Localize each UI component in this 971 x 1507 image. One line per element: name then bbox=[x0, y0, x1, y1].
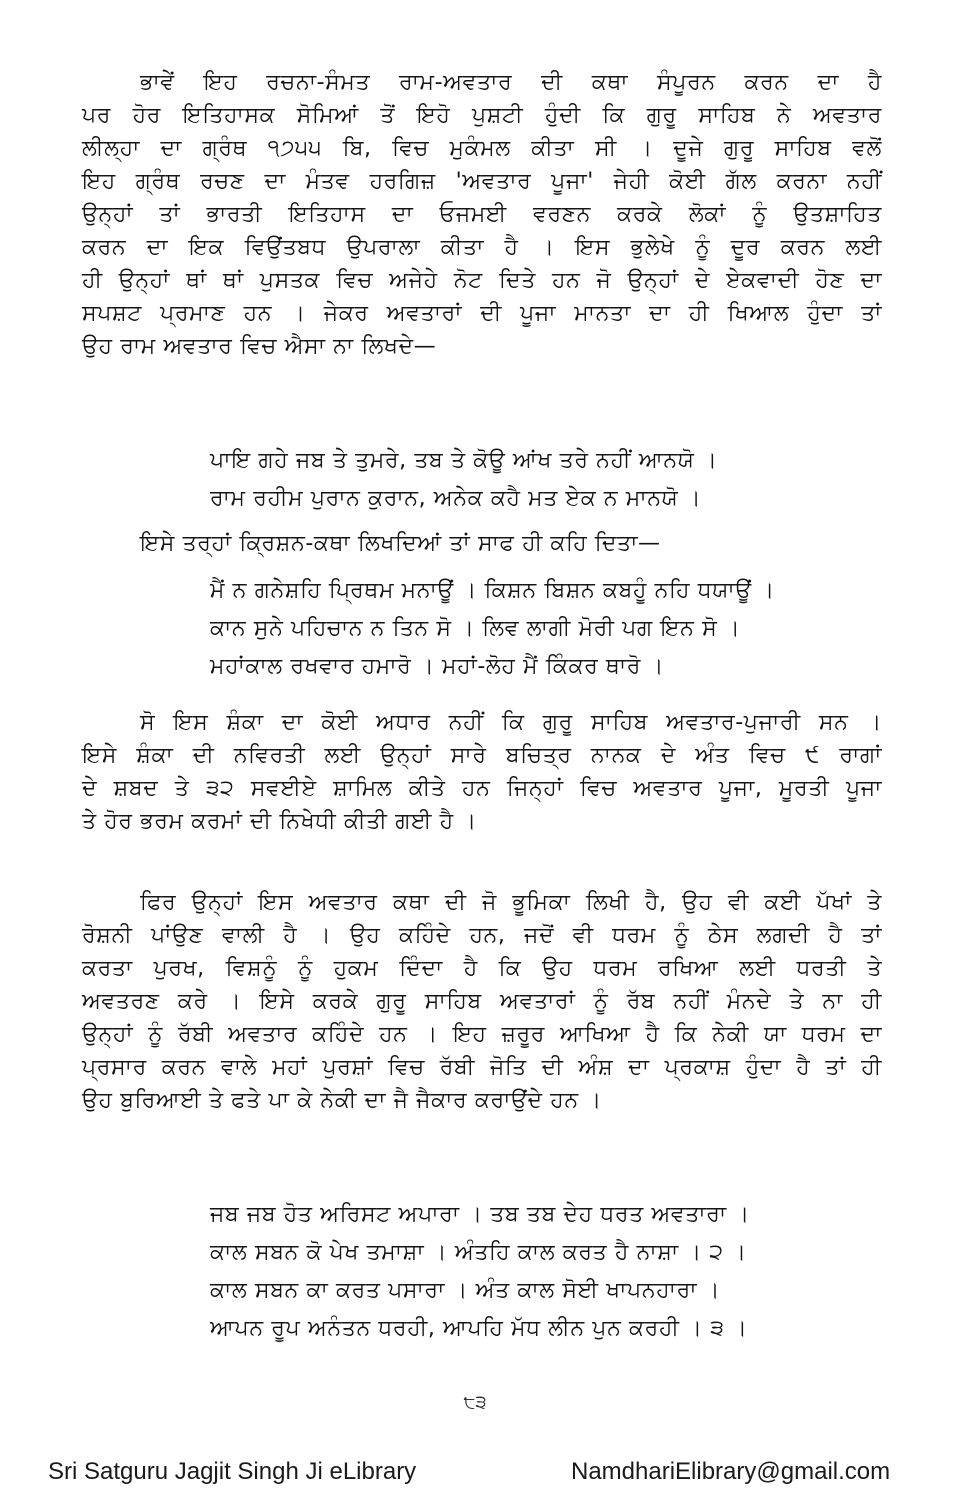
footer-email: NamdhariElibrary@gmail.com bbox=[571, 1458, 891, 1485]
paragraph-1 bbox=[82, 66, 882, 363]
paragraph-line: ਉਹ ਰਾਮ ਅਵਤਾਰ ਵਿਚ ਐਸਾ ਨਾ ਲਿਖਦੇ— bbox=[82, 334, 437, 359]
paragraph-line: ਪ੍ਰਸਾਰ ਕਰਨ ਵਾਲੇ ਮਹਾਂ ਪੁਰਸ਼ਾਂ ਵਿਚ ਰੱਬੀ ਜੋਤਿ ਦੀ ਅੰਸ਼ ਦਾ ਪ੍ਰਕਾਸ਼ ਹੁੰਦਾ ਹੈ ਤਾਂ ਹੀ bbox=[82, 1055, 882, 1080]
paragraph-line: ਉਨ੍ਹਾਂ ਨੂੰ ਰੱਬੀ ਅਵਤਾਰ ਕਹਿੰਦੇ ਹਨ । ਇਹ ਜ਼ਰੂਰ ਆਖਿਆ ਹੈ ਕਿ ਨੇਕੀ ਯਾ ਧਰਮ ਦਾ bbox=[82, 1022, 882, 1047]
paragraph-line: ਰੋਸ਼ਨੀ ਪਾਂਉਣ ਵਾਲੀ ਹੈ । ਉਹ ਕਹਿੰਦੇ ਹਨ, ਜਦੋਂ ਵੀ ਧਰਮ ਨੂੰ ਠੇਸ ਲਗਦੀ ਹੈ ਤਾਂ bbox=[82, 923, 882, 948]
verse-line: ਕਾਲ ਸਬਨ ਕਾ ਕਰਤ ਪਸਾਰਾ । ਅੰਤ ਕਾਲ ਸੋਈ ਖਾਪਨਹਾਰਾ । bbox=[210, 1278, 721, 1303]
verse-line: ਜਬ ਜਬ ਹੋਤ ਅਰਿਸਟ ਅਪਾਰਾ । ਤਬ ਤਬ ਦੇਹ ਧਰਤ ਅਵਤਾਰਾ । bbox=[210, 1202, 750, 1227]
paragraph-line: ਕਰਨ ਦਾ ਇਕ ਵਿਉਂਤਬਧ ਉਪਰਾਲਾ ਕੀਤਾ ਹੈ । ਇਸ ਭੁਲੇਖੇ ਨੂੰ ਦੂਰ ਕਰਨ ਲਈ bbox=[82, 235, 882, 260]
paragraph-2 bbox=[82, 706, 882, 838]
paragraph-line: ਉਹ ਬੁਰਿਆਈ ਤੇ ਫਤੇ ਪਾ ਕੇ ਨੇਕੀ ਦਾ ਜੈ ਜੈਕਾਰ ਕਰਾਉਂਦੇ ਹਨ । bbox=[82, 1088, 602, 1113]
verse-line: ਮੈਂ ਨ ਗਨੇਸ਼ਹਿ ਪ੍ਰਿਥਮ ਮਨਾਊਂ । ਕਿਸ਼ਨ ਬਿਸ਼ਨ ਕਬਹੂੰ ਨਹਿ ਧਯਾਊਂ । bbox=[210, 578, 775, 603]
paragraph-line: ਫਿਰ ਉਨ੍ਹਾਂ ਇਸ ਅਵਤਾਰ ਕਥਾ ਦੀ ਜੋ ਭੂਮਿਕਾ ਲਿਖੀ ਹੈ, ਉਹ ਵੀ ਕਈ ਪੱਖਾਂ ਤੇ bbox=[140, 890, 882, 915]
paragraph-line: ਅਵਤਰਣ ਕਰੇ । ਇਸੇ ਕਰਕੇ ਗੁਰੂ ਸਾਹਿਬ ਅਵਤਾਰਾਂ ਨੂੰ ਰੱਬ ਨਹੀਂ ਮੰਨਦੇ ਤੇ ਨਾ ਹੀ bbox=[82, 989, 882, 1014]
paragraph-line: ਤੇ ਹੋਰ ਭਰਮ ਕਰਮਾਂ ਦੀ ਨਿਖੇਧੀ ਕੀਤੀ ਗਈ ਹੈ । bbox=[82, 809, 477, 834]
verse-3 bbox=[210, 1196, 750, 1348]
verse-2-intro: ਇਸੇ ਤਰ੍ਹਾਂ ਕ੍ਰਿਸ਼ਨ-ਕਥਾ ਲਿਖਦਿਆਂ ਤਾਂ ਸਾਫ ਹੀ ਕਹਿ ਦਿਤਾ— bbox=[140, 531, 661, 556]
page-number: ੮੩ bbox=[463, 1392, 487, 1413]
verse-line: ਮਹਾਂਕਾਲ ਰਖਵਾਰ ਹਮਾਰੋ । ਮਹਾਂ-ਲੋਹ ਮੈਂ ਕਿੰਕਰ ਥਾਰੋ । bbox=[210, 654, 665, 679]
verse-line: ਆਪਨ ਰੂਪ ਅਨੰਤਨ ਧਰਹੀ, ਆਪਹਿ ਮੱਧ ਲੀਨ ਪੁਨ ਕਰਹੀ । ੩ । bbox=[210, 1316, 748, 1341]
paragraph-3 bbox=[82, 886, 882, 1117]
paragraph-line: ਭਾਵੇਂ ਇਹ ਰਚਨਾ-ਸੰਮਤ ਰਾਮ-ਅਵਤਾਰ ਦੀ ਕਥਾ ਸੰਪੂਰਨ ਕਰਨ ਦਾ ਹੈ bbox=[140, 70, 882, 95]
verse-line: ਕਾਲ ਸਬਨ ਕੋ ਪੇਖ ਤਮਾਸ਼ਾ । ਅੰਤਹਿ ਕਾਲ ਕਰਤ ਹੈ ਨਾਸ਼ਾ । ੨ । bbox=[210, 1240, 747, 1265]
paragraph-line: ਹੀ ਉਨ੍ਹਾਂ ਥਾਂ ਥਾਂ ਪੁਸਤਕ ਵਿਚ ਅਜੇਹੇ ਨੋਟ ਦਿਤੇ ਹਨ ਜੋ ਉਨ੍ਹਾਂ ਦੇ ਏਕਵਾਦੀ ਹੋਣ ਦਾ bbox=[82, 268, 882, 293]
paragraph-line: ਲੀਲ੍ਹਾ ਦਾ ਗ੍ਰੰਥ ੧੭੫੫ ਬਿ, ਵਿਚ ਮੁਕੰਮਲ ਕੀਤਾ ਸੀ । ਦੂਜੇ ਗੁਰੂ ਸਾਹਿਬ ਵਲੋਂ bbox=[82, 136, 882, 161]
paragraph-line: ਸੋ ਇਸ ਸ਼ੰਕਾ ਦਾ ਕੋਈ ਅਧਾਰ ਨਹੀਂ ਕਿ ਗੁਰੂ ਸਾਹਿਬ ਅਵਤਾਰ-ਪੁਜਾਰੀ ਸਨ । bbox=[140, 710, 882, 735]
verse-line: ਕਾਨ ਸੁਨੇ ਪਹਿਚਾਨ ਨ ਤਿਨ ਸੋ । ਲਿਵ ਲਾਗੀ ਮੋਰੀ ਪਗ ਇਨ ਸੋ । bbox=[210, 616, 741, 641]
footer-library-name: Sri Satguru Jagjit Singh Ji eLibrary bbox=[48, 1458, 417, 1485]
verse-2 bbox=[210, 572, 775, 686]
verse-1 bbox=[210, 442, 718, 518]
paragraph-line: ਇਸੇ ਸ਼ੰਕਾ ਦੀ ਨਵਿਰਤੀ ਲਈ ਉਨ੍ਹਾਂ ਸਾਰੇ ਬਚਿਤ੍ਰ ਨਾਨਕ ਦੇ ਅੰਤ ਵਿਚ ੯ ਰਾਗਾਂ bbox=[82, 743, 882, 768]
paragraph-line: ਕਰਤਾ ਪੁਰਖ, ਵਿਸ਼ਨੂੰ ਨੂੰ ਹੁਕਮ ਦਿੰਦਾ ਹੈ ਕਿ ਉਹ ਧਰਮ ਰਖਿਆ ਲਈ ਧਰਤੀ ਤੇ bbox=[82, 956, 882, 981]
paragraph-line: ਸਪਸ਼ਟ ਪ੍ਰਮਾਣ ਹਨ । ਜੇਕਰ ਅਵਤਾਰਾਂ ਦੀ ਪੂਜਾ ਮਾਨਤਾ ਦਾ ਹੀ ਖਿਆਲ ਹੁੰਦਾ ਤਾਂ bbox=[82, 301, 882, 326]
paragraph-line: ਦੇ ਸ਼ਬਦ ਤੇ ੩੨ ਸਵਈਏ ਸ਼ਾਮਿਲ ਕੀਤੇ ਹਨ ਜਿਨ੍ਹਾਂ ਵਿਚ ਅਵਤਾਰ ਪੂਜਾ, ਮੂਰਤੀ ਪੂਜਾ bbox=[82, 776, 882, 801]
paragraph-line: ਪਰ ਹੋਰ ਇਤਿਹਾਸਕ ਸੋਮਿਆਂ ਤੋਂ ਇਹੋ ਪੁਸ਼ਟੀ ਹੁੰਦੀ ਕਿ ਗੁਰੂ ਸਾਹਿਬ ਨੇ ਅਵਤਾਰ bbox=[82, 103, 882, 128]
paragraph-line: ਇਹ ਗ੍ਰੰਥ ਰਚਣ ਦਾ ਮੰਤਵ ਹਰਗਿਜ਼ 'ਅਵਤਾਰ ਪੂਜਾ' ਜੇਹੀ ਕੋਈ ਗੱਲ ਕਰਨਾ ਨਹੀਂ bbox=[82, 169, 882, 194]
verse-line: ਰਾਮ ਰਹੀਮ ਪੁਰਾਨ ਕੁਰਾਨ, ਅਨੇਕ ਕਹੈ ਮਤ ਏਕ ਨ ਮਾਨਯੋ । bbox=[210, 486, 702, 511]
paragraph-line: ਉਨ੍ਹਾਂ ਤਾਂ ਭਾਰਤੀ ਇਤਿਹਾਸ ਦਾ ਓਜਮਈ ਵਰਣਨ ਕਰਕੇ ਲੋਕਾਂ ਨੂੰ ਉਤਸ਼ਾਹਿਤ bbox=[82, 202, 882, 227]
verse-line: ਪਾਇ ਗਹੇ ਜਬ ਤੇ ਤੁਮਰੇ, ਤਬ ਤੇ ਕੋਊ ਆਂਖ ਤਰੇ ਨਹੀਂ ਆਨਯੋ । bbox=[210, 448, 718, 473]
